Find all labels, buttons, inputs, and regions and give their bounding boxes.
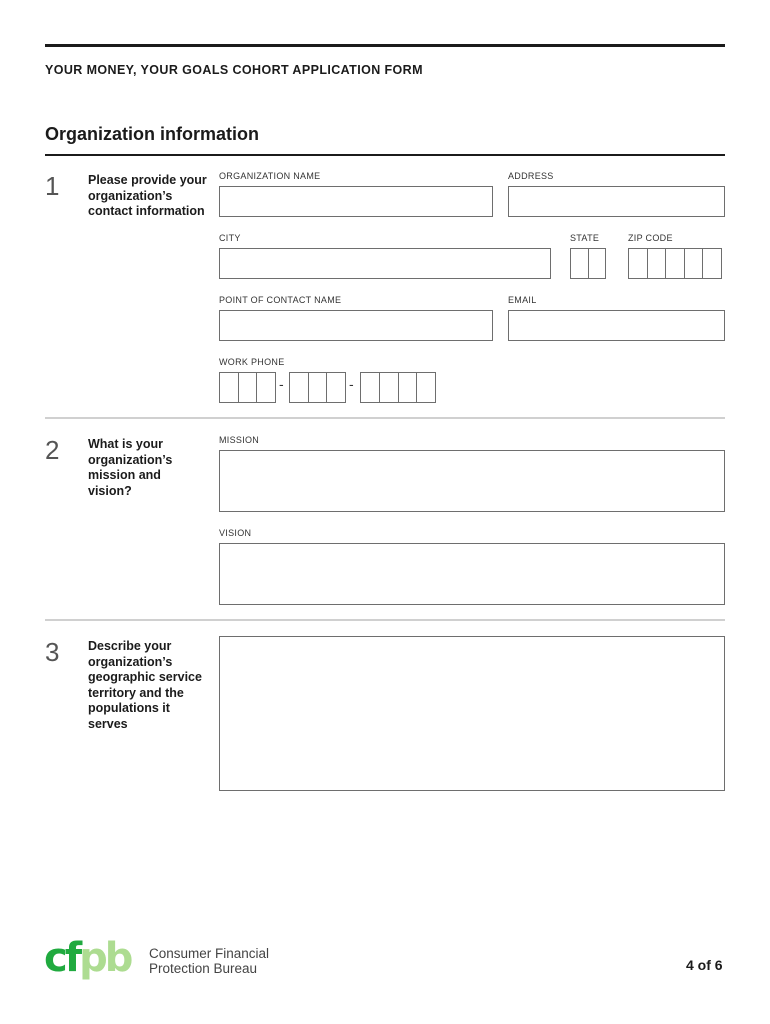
page-number: 4 of 6 — [686, 957, 723, 973]
cfpb-logo-icon — [44, 936, 140, 984]
logo-line-2: Protection Bureau — [149, 961, 258, 976]
email-label: EMAIL — [508, 295, 537, 305]
mission-label: MISSION — [219, 435, 260, 445]
work-phone-label: WORK PHONE — [219, 357, 285, 367]
question-3-text: Describe your organization’s geographic service territory and the populations it serves — [88, 639, 202, 731]
question-3-number: 3 — [45, 637, 60, 667]
email-field[interactable] — [508, 310, 725, 341]
question-1-number: 1 — [45, 171, 60, 201]
logo-mark-cf: cf — [44, 936, 80, 981]
organization-name-field[interactable] — [219, 186, 493, 217]
contact-name-field[interactable] — [219, 310, 493, 341]
service-territory-field[interactable] — [219, 636, 725, 791]
question-2-text: What is your organization’s mission and vision? — [88, 437, 173, 498]
question-2-number: 2 — [45, 435, 60, 465]
phone-prefix-field[interactable] — [289, 372, 346, 403]
phone-dash-2: - — [349, 376, 354, 392]
divider-1 — [45, 417, 725, 419]
section-title: Organization information — [45, 124, 259, 144]
divider-2 — [45, 619, 725, 621]
vision-field[interactable] — [219, 543, 725, 605]
contact-name-label: POINT OF CONTACT NAME — [219, 295, 342, 305]
organization-name-label: ORGANIZATION NAME — [219, 171, 321, 181]
phone-area-code-field[interactable] — [219, 372, 276, 403]
cfpb-logo-mark — [44, 936, 132, 981]
city-label: CITY — [219, 233, 241, 243]
logo-line-1: Consumer Financial — [149, 946, 270, 961]
question-1-text: Please provide your organization’s contact information — [88, 173, 207, 218]
phone-dash-1: - — [279, 376, 284, 392]
logo-text — [149, 946, 269, 976]
top-rule — [45, 44, 725, 47]
state-label: STATE — [570, 233, 600, 243]
city-field[interactable] — [219, 248, 551, 279]
zip-label: ZIP CODE — [628, 233, 673, 243]
vision-label: VISION — [219, 528, 252, 538]
zip-field[interactable] — [628, 248, 722, 279]
address-field[interactable] — [508, 186, 725, 217]
phone-line-field[interactable] — [360, 372, 436, 403]
mission-field[interactable] — [219, 450, 725, 512]
form-title: YOUR MONEY, YOUR GOALS COHORT APPLICATION FORM — [45, 63, 423, 77]
section-rule — [45, 154, 725, 156]
address-label: ADDRESS — [508, 171, 554, 181]
state-field[interactable] — [570, 248, 606, 279]
logo-mark-pb: pb — [79, 936, 131, 981]
